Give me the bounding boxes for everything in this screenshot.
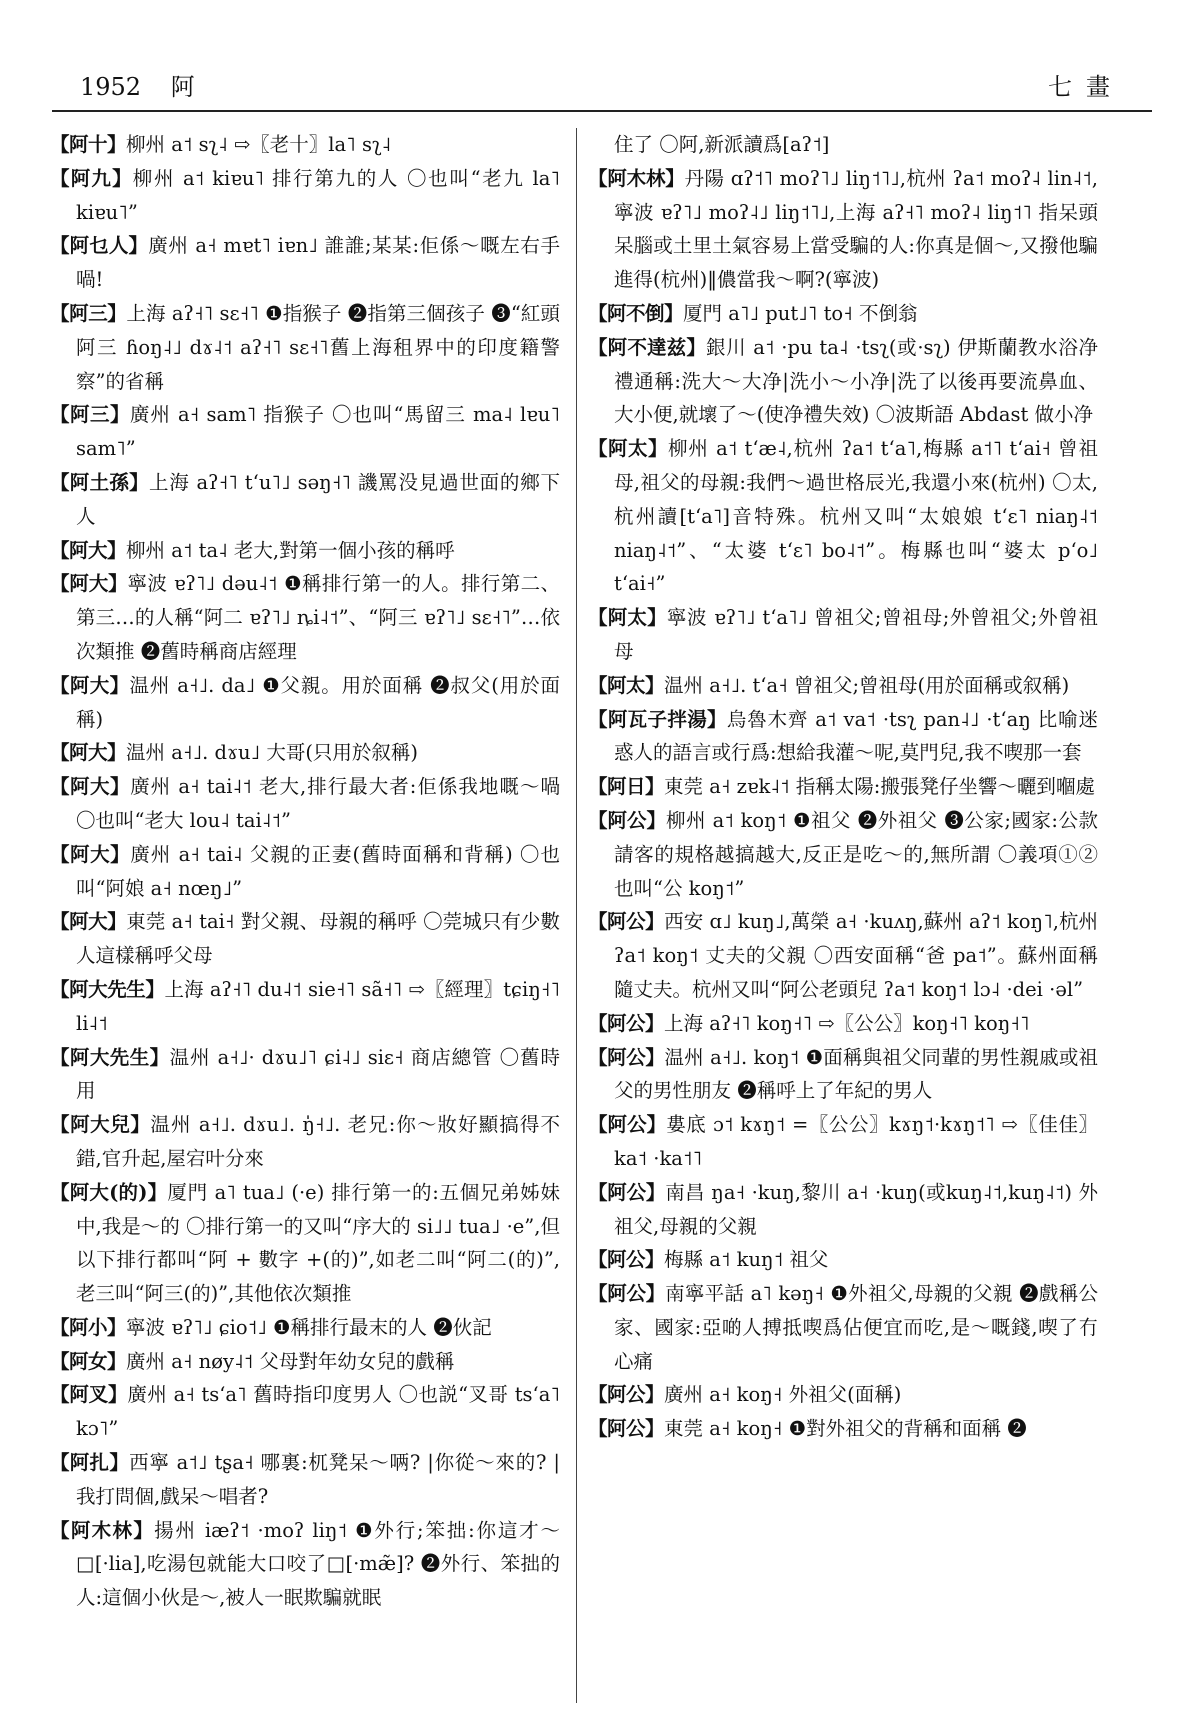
entry-headword: 【阿大兒】	[50, 1113, 151, 1137]
entry-headword: 【阿九】	[50, 166, 133, 190]
dictionary-entry	[50, 229, 560, 297]
entry-text: 柳州 a˦ sʅ˨ ⇨〖老十〗la˥ sʅ˨	[126, 133, 392, 156]
dictionary-entry	[588, 1243, 1098, 1277]
entry-headword: 【阿三】	[50, 301, 127, 325]
entry-headword: 【阿公】	[588, 910, 665, 934]
entry-text: 寧波 ɐʔ˥˩ ɕio˦˩ ❶稱排行最末的人 ❷伙記	[126, 1315, 492, 1339]
entry-headword: 【阿扎】	[50, 1451, 130, 1475]
dictionary-entry	[588, 804, 1098, 905]
entry-headword: 【阿小】	[50, 1315, 127, 1339]
entry-headword: 【阿大先生】	[50, 1045, 170, 1069]
dictionary-entry	[50, 534, 560, 568]
entry-text: 上海 aʔ˧˥ du˨˦ sie˧˥ sã˧˥ ⇨〖經理〗tɕiŋ˧˥ li˨˦	[76, 977, 560, 1035]
dictionary-entry	[588, 1108, 1098, 1176]
dictionary-entry	[588, 1277, 1098, 1378]
dictionary-entry	[588, 128, 1098, 162]
page-number: 1952	[80, 73, 142, 101]
page-header	[52, 70, 1152, 112]
right-column	[588, 128, 1098, 1446]
dictionary-entry	[588, 331, 1098, 432]
dictionary-entry	[50, 466, 560, 534]
entry-text: 温州 a˧˩. dɤu˩ 大哥(只用於叙稱)	[126, 741, 419, 765]
entry-headword: 【阿太】	[588, 673, 665, 697]
dictionary-entry	[50, 669, 560, 737]
entry-text: 柳州 a˦ ta˨ 老大,對第一個小孩的稱呼	[126, 538, 455, 562]
entry-text: 揚州 iæʔ˦ ·moʔ liŋ˦ ❶外行;笨拙:你這才～□[·lia],吃湯包就能大口咬了□[·mæ̃]? ❷外行、笨拙的人:這個小伙是～,被人一眠欺騙就眠	[76, 1518, 560, 1610]
entry-text: 寧波 ɐʔ˥˩ t‘a˥˩ 曾祖父;曾祖母;外曾祖父;外曾祖母	[614, 606, 1098, 663]
entry-text: 西寧 a˦˩ tʂa˧ 哪裏:杌凳呆～唡? |你從～來的? |我打問個,戲呆～唱者?	[76, 1451, 560, 1508]
entry-headword: 【阿公】	[588, 1180, 666, 1204]
entry-text: 廣州 a˧ nøy˨˦ 父母對年幼女兒的戲稱	[126, 1349, 455, 1373]
dictionary-entry	[50, 1378, 560, 1446]
dictionary-entry	[50, 1311, 560, 1345]
entry-headword: 【阿木林】	[588, 166, 685, 190]
entry-headword: 【阿土孫】	[50, 470, 149, 494]
entry-headword: 【阿公】	[588, 1248, 665, 1272]
entry-text: 婁底 ɔ˦ kɤŋ˦ =〖公公〗kɤŋ˦·kɤŋ˦˥ ⇨〖佳佳〗ka˦ ·ka˦˥	[614, 1113, 1098, 1170]
entry-text: 上海 aʔ˧˥ koŋ˧˥ ⇨〖公公〗koŋ˧˥ koŋ˧˥	[664, 1011, 1030, 1035]
entry-text: 廣州 a˧ ts‘a˥ 舊時指印度男人 〇也説“叉哥 ts‘a˥ kɔ˥”	[76, 1383, 560, 1441]
dictionary-entry	[50, 1108, 560, 1176]
dictionary-entry	[588, 432, 1098, 601]
entry-headword: 【阿大】	[50, 538, 127, 562]
entry-headword: 【阿大】	[50, 673, 130, 697]
dictionary-entry	[50, 838, 560, 906]
entry-text: 寧波 ɐʔ˥˩ dəu˨˦ ❶稱排行第一的人。排行第二、第三…的人稱“阿二 ɐʔ˥˩ ȵi˨˦”、“阿三 ɐʔ˥˩ sɛ˧˥”…依次類推 ❷舊時稱商店經理	[76, 572, 560, 663]
entry-text: 柳州 a˦ koŋ˦ ❶祖父 ❷外祖父 ❸公家;國家:公款請客的規格越搞越大,反正是吃～的,無所謂 〇義項①②也叫“公 koŋ˦”	[614, 808, 1098, 900]
entry-text: 廣州 a˧ koŋ˧ 外祖父(面稱)	[664, 1383, 902, 1407]
dictionary-entry	[588, 1176, 1098, 1244]
section-title: 七畫	[1048, 73, 1124, 101]
entry-text: 温州 a˧˩. dɤu˩. ŋ̍˧˩. 老兄:你～妝好顯搞得不錯,官升起,屋宕叶分來	[76, 1113, 560, 1170]
entry-text: 上海 aʔ˧˥ sɛ˧˥ ❶指猴子 ❷指第三個孩子 ❸“紅頭阿三 ɦoŋ˨˩ dɤ˨˦ aʔ˧˥ sɛ˧˥舊上海租界中的印度籍警察”的省稱	[76, 301, 560, 393]
dictionary-entry	[50, 297, 560, 398]
dictionary-entry	[588, 703, 1098, 771]
entry-text: 東莞 a˧ koŋ˧ ❶對外祖父的背稱和面稱 ❷	[664, 1417, 1027, 1441]
dictionary-entry	[588, 1041, 1098, 1109]
dictionary-entry	[50, 905, 560, 973]
entry-headword: 【阿公】	[588, 1417, 665, 1441]
entry-headword: 【阿公】	[588, 1113, 667, 1137]
entry-text: 東莞 a˧ zɐk˨˦ 指稱太陽:搬張凳仔坐響～曬到嗰處	[664, 775, 1095, 799]
entry-text: 西安 ɑ˩ kuŋ˩,萬榮 a˧ ·kuʌŋ,蘇州 aʔ˦ koŋ˥,杭州 ʔa˦ koŋ˦ 丈夫的父親 〇西安面稱“爸 pa˦”。蘇州面稱隨丈夫。杭州又叫“阿公老頭兒 ʔa˦ koŋ˦ lɔ˨ ·dei ·əl”	[614, 910, 1098, 1001]
entry-headword: 【阿不倒】	[588, 301, 684, 325]
entry-headword: 【阿太】	[588, 606, 667, 630]
entry-text: 廣州 a˧ tai˨ 父親的正妻(舊時面稱和背稱) 〇也叫“阿娘 a˧ nœŋ˩”	[76, 842, 560, 900]
entry-headword: 【阿日】	[588, 775, 665, 799]
dictionary-entry	[588, 297, 1098, 331]
entry-headword: 【阿大先生】	[50, 977, 165, 1001]
entry-headword: 【阿大】	[50, 910, 127, 934]
dictionary-entry	[588, 1412, 1098, 1446]
entry-headword: 【阿叉】	[50, 1383, 128, 1407]
entry-headword: 【阿不達兹】	[588, 335, 706, 359]
entry-text: 廣州 a˧ sam˥ 指猴子 〇也叫“馬留三 ma˨ lɐu˥ sam˥”	[76, 403, 560, 461]
entry-text: 銀川 a˦ ·pu ta˨ ·tsʅ(或·sʅ) 伊斯蘭教水浴净禮通稱:洗大～大净|洗小～小净|洗了以後再要流鼻血、大小便,就壞了～(使净禮失效) 〇波斯語 Abdast 做小净	[614, 335, 1098, 427]
entry-text: 南昌 ŋa˧ ·kuŋ,黎川 a˧ ·kuŋ(或kuŋ˨˦,kuŋ˨˦) 外祖父,母親的父親	[614, 1180, 1098, 1238]
entry-text: 烏魯木齊 a˦ va˦ ·tsʅ pan˨˩ ·t‘aŋ 比喻迷惑人的語言或行爲:想給我灌～呢,莫門兒,我不喫那一套	[614, 707, 1098, 765]
dictionary-entry	[588, 905, 1098, 1006]
entry-headword: 【阿公】	[588, 808, 666, 832]
entry-headword: 【阿公】	[588, 1045, 665, 1069]
entry-text: 廣州 a˧ tai˨˦ 老大,排行最大者:佢係我地嘅～喎 〇也叫“老大 lou˨ tai˨˦”	[76, 775, 560, 832]
entry-headword: 【阿大】	[50, 572, 128, 596]
entry-headword: 【阿女】	[50, 1349, 127, 1373]
entry-headword: 【阿乜人】	[50, 234, 149, 258]
entry-text: 厦門 a˥˩ put˩˥ to˧ 不倒翁	[683, 301, 918, 325]
entry-headword: 【阿大】	[50, 842, 131, 866]
dictionary-entry	[50, 1041, 560, 1109]
dictionary-entry	[50, 567, 560, 668]
entry-headword: 【阿大(的)】	[50, 1180, 168, 1204]
entry-text: 東莞 a˧ tai˧ 對父親、母親的稱呼 〇莞城只有少數人這樣稱呼父母	[76, 910, 560, 968]
entry-text: 廣州 a˧ mɐt˥ iɐn˩ 誰誰;某某:佢係～嘅左右手喎!	[76, 234, 560, 292]
entry-headword: 【阿大】	[50, 775, 131, 799]
entry-text: 柳州 a˦ kiɐu˥ 排行第九的人 〇也叫“老九 la˥ kiɐu˥”	[76, 166, 560, 224]
entry-headword: 【阿公】	[588, 1282, 666, 1306]
entry-text: 梅縣 a˦ kuŋ˦ 祖父	[664, 1248, 829, 1272]
left-column	[50, 128, 560, 1615]
dictionary-entry	[50, 128, 560, 162]
dictionary-entry	[50, 736, 560, 770]
dictionary-entry	[588, 1378, 1098, 1412]
entry-text: 温州 a˧˩. koŋ˦ ❶面稱與祖父同輩的男性親戚或祖父的男性朋友 ❷稱呼上了年紀的男人	[614, 1045, 1098, 1103]
entry-headword: 【阿大】	[50, 741, 127, 765]
dictionary-entry	[50, 1176, 560, 1311]
entry-text: 上海 aʔ˧˥ t‘u˥˩ səŋ˧˥ 譏罵没見過世面的鄉下人	[76, 470, 560, 528]
entry-text: 住了 〇阿,新派讀爲[aʔ˦]	[614, 133, 830, 156]
dictionary-entry	[50, 1446, 560, 1514]
entry-headword: 【阿木林】	[50, 1518, 155, 1542]
entry-text: 柳州 a˦ t‘æ˨,杭州 ʔa˦ t‘a˥,梅縣 a˦˥ t‘ai˧ 曾祖母,祖父的母親:我們～過世格辰光,我還小來(杭州) 〇太,杭州讀[t‘a˥]音特殊。杭州又叫“太娘娘 t‘ɛ˥ niaŋ˨˦ niaŋ˨˦”、“太婆 t‘ɛ˥ bo˨˦”。梅縣也叫“婆太 p‘o˩ t‘ai˧”	[614, 437, 1098, 596]
running-headword: 阿	[170, 73, 195, 101]
entry-headword: 【阿公】	[588, 1011, 665, 1035]
entry-text: 温州 a˧˩. t‘a˧ 曾祖父;曾祖母(用於面稱或叙稱)	[664, 673, 1070, 697]
dictionary-entry	[50, 1514, 560, 1615]
entry-headword: 【阿十】	[50, 133, 127, 156]
dictionary-entry	[50, 398, 560, 466]
dictionary-entry	[588, 770, 1098, 804]
entry-headword: 【阿三】	[50, 403, 130, 427]
dictionary-entry	[50, 973, 560, 1041]
dictionary-entry	[588, 601, 1098, 669]
entry-text: 温州 a˧˩. da˩ ❶父親。用於面稱 ❷叔父(用於面稱)	[76, 673, 560, 731]
dictionary-entry	[588, 162, 1098, 297]
entry-text: 丹陽 ɑʔ˦˥ moʔ˥˩ liŋ˦˥˩,杭州 ʔa˦ moʔ˨ lin˨˦,寧波 ɐʔ˥˩ moʔ˨˩ liŋ˦˥˩,上海 aʔ˧˥ moʔ˨ liŋ˦˥ 指呆頭呆腦或土里土氣容易上當受騙的人:你真是個～,又撥他騙進得(杭州)‖儂當我～啊?(寧波)	[614, 166, 1098, 292]
entry-headword: 【阿太】	[588, 437, 668, 461]
entry-text: 南寧平話 a˥ kəŋ˧ ❶外祖父,母親的父親 ❷戲稱公家、國家:亞啲人搏抵喫爲佔便宜而吃,是～嘅錢,喫了冇心痛	[614, 1282, 1098, 1373]
dictionary-entry	[50, 770, 560, 838]
dictionary-entry	[50, 1345, 560, 1379]
column-divider	[576, 128, 577, 1703]
dictionary-entry	[588, 1007, 1098, 1041]
dictionary-entry	[588, 669, 1098, 703]
entry-headword: 【阿公】	[588, 1383, 665, 1407]
entry-text: 厦門 a˥ tua˩ (·e) 排行第一的:五個兄弟姊妹中,我是～的 〇排行第一的又叫“序大的 si˩˩ tua˩ ·e”,但以下排行都叫“阿 + 數字 +(的)”,如老二叫“阿二(的)”,老三叫“阿三(的)”,其他依次類推	[76, 1180, 561, 1306]
page-header-left	[80, 67, 217, 102]
entry-text: 温州 a˧˩· dɤu˩˥ ɕi˨˩ siɛ˧ 商店總管 〇舊時用	[76, 1045, 560, 1103]
entry-headword: 【阿瓦子拌湯】	[588, 707, 727, 731]
dictionary-entry	[50, 162, 560, 230]
